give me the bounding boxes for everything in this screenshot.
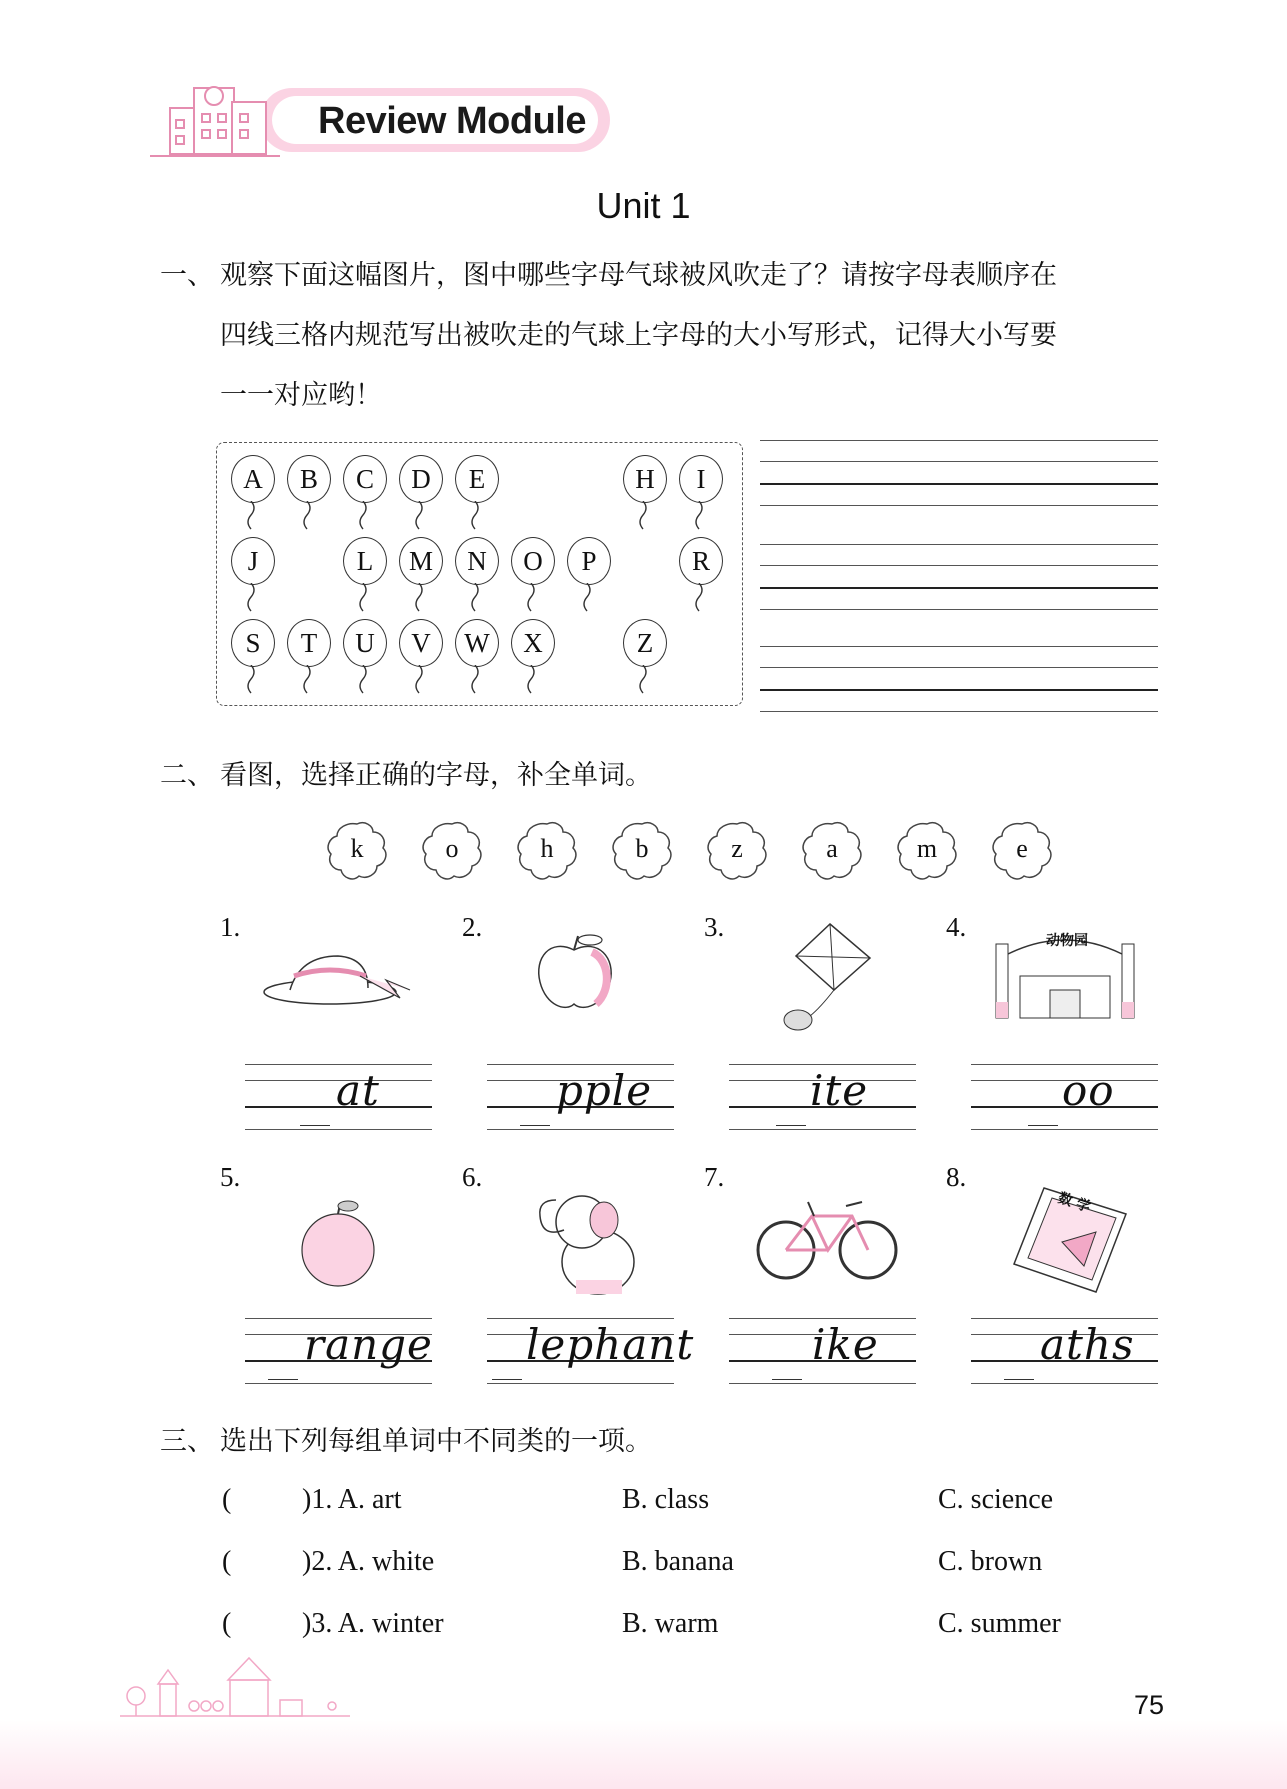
balloon: S [231, 619, 275, 697]
word-fragment: pple [556, 1066, 653, 1115]
word-fragment: ike [812, 1320, 879, 1369]
word-fragment: ite [810, 1066, 869, 1115]
item-number: 6. [462, 1162, 483, 1192]
item-number: 5. [220, 1162, 241, 1192]
letter-flower: k [325, 818, 389, 882]
section3-prefix: 三、 [160, 1426, 214, 1457]
answer-bracket[interactable]: ( [222, 1608, 232, 1639]
letter-flower: b [610, 818, 674, 882]
option-b: B. banana [622, 1546, 734, 1577]
balloon: T [287, 619, 331, 697]
balloon: C [343, 455, 387, 533]
school-building-icon [150, 87, 280, 156]
word-fragment: range [304, 1320, 433, 1369]
section2-prefix: 二、 [160, 760, 214, 791]
balloon: L [343, 537, 387, 615]
letter-flower: m [895, 818, 959, 882]
item-number: 7. [704, 1162, 725, 1192]
page-number: 75 [1134, 1690, 1165, 1720]
balloon: U [343, 619, 387, 697]
balloon: Z [623, 619, 667, 697]
balloon: E [455, 455, 499, 533]
zoo-sign: 动物园 [1046, 933, 1088, 949]
item-number: 2. [462, 912, 483, 942]
balloon: B [287, 455, 331, 533]
unit-title: Unit 1 [596, 185, 691, 226]
answer-bracket[interactable]: ( [222, 1546, 232, 1577]
balloon: R [679, 537, 723, 615]
footer-band [0, 1720, 1287, 1789]
balloon: V [399, 619, 443, 697]
section2-instruction: 看图，选择正确的字母，补全单词。 [220, 760, 652, 791]
answer-bracket[interactable]: ( [222, 1484, 232, 1515]
elephant-icon [528, 1176, 648, 1300]
section1-line2: 四线三格内规范写出被吹走的气球上字母的大小写形式，记得大小写要 [220, 320, 1057, 351]
balloon: O [511, 537, 555, 615]
section1-line1: 观察下面这幅图片，图中哪些字母气球被风吹走了？请按字母表顺序在 [220, 260, 1057, 291]
banner-title: Review Module [318, 100, 586, 142]
balloon: I [679, 455, 723, 533]
letter-flower: h [515, 818, 579, 882]
item-number: 4. [946, 912, 967, 942]
option-b: B. class [622, 1484, 710, 1515]
word-fragment: lephant [526, 1320, 695, 1369]
balloon: D [399, 455, 443, 533]
balloon: P [567, 537, 611, 615]
section1-prefix: 一、 [160, 260, 214, 291]
item-number: 8. [946, 1162, 967, 1192]
town-decoration-icon [120, 1650, 420, 1720]
option-a: )2. A. white [302, 1546, 435, 1577]
balloon: W [455, 619, 499, 697]
option-c: C. brown [938, 1546, 1043, 1577]
balloon: J [231, 537, 275, 615]
option-b: B. warm [622, 1608, 719, 1639]
balloon: M [399, 537, 443, 615]
letter-flower: z [705, 818, 769, 882]
option-c: C. science [938, 1484, 1054, 1515]
balloon: X [511, 619, 555, 697]
apple-icon [530, 930, 620, 1014]
balloon: N [455, 537, 499, 615]
item-number: 1. [220, 912, 241, 942]
word-fragment: aths [1040, 1320, 1135, 1369]
section1-line3: 一一对应哟！ [220, 380, 382, 411]
bike-icon [752, 1188, 902, 1284]
word-fragment: oo [1062, 1066, 1115, 1115]
balloon: H [623, 455, 667, 533]
section3-instruction: 选出下列每组单词中不同类的一项。 [220, 1426, 652, 1457]
item-number: 3. [704, 912, 725, 942]
letter-flower: e [990, 818, 1054, 882]
option-c: C. summer [938, 1608, 1061, 1639]
balloon-box [216, 442, 743, 706]
book-label: 数 学 [1056, 1190, 1093, 1216]
letter-flower: a [800, 818, 864, 882]
option-a: )3. A. winter [302, 1608, 444, 1639]
hat-icon [260, 950, 420, 1010]
orange-icon [296, 1196, 380, 1288]
balloon: A [231, 455, 275, 533]
word-fragment: at [336, 1066, 380, 1115]
kite-icon [770, 918, 880, 1036]
letter-flower: o [420, 818, 484, 882]
option-a: )1. A. art [302, 1484, 402, 1515]
